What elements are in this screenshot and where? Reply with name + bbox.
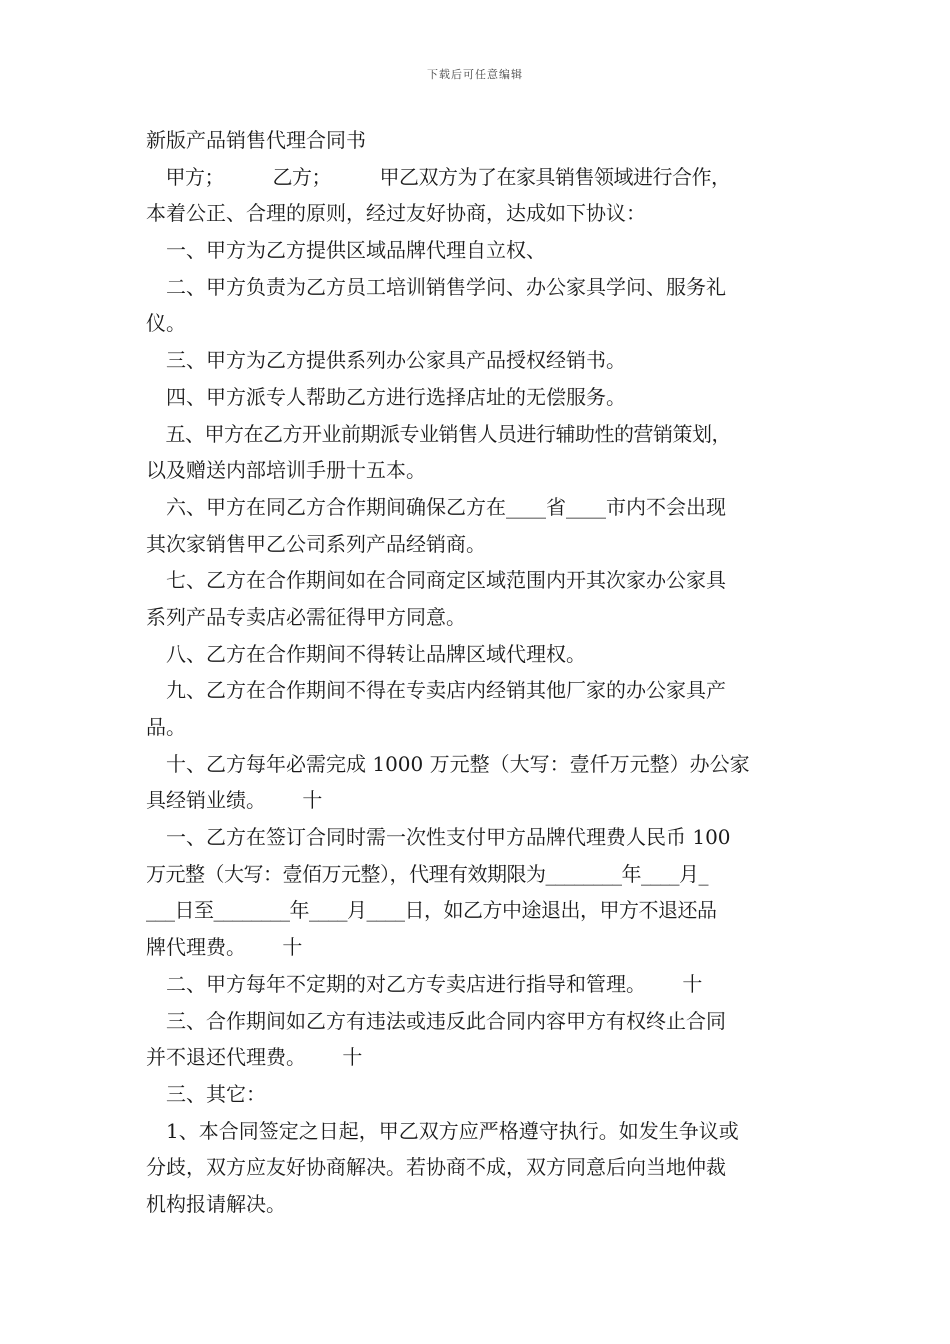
other-clause-1: 1、本合同签定之日起，甲乙双方应严格遵守执行。如发生争议或 — [146, 1118, 739, 1143]
text-line: 并不退还代理费。 十 — [146, 1045, 363, 1070]
clause-5: 五、甲方在乙方开业前期派专业销售人员进行辅助性的营销策划， — [146, 421, 731, 446]
section-other: 三、其它： — [146, 1081, 266, 1106]
text-line: 其次家销售甲乙公司系列产品经销商。 — [146, 531, 486, 556]
text-line: 万元整（大写：壹佰万元整），代理有效期限为________年____月_ — [146, 861, 708, 886]
text-line: 机构报请解决。 — [146, 1191, 286, 1216]
clause-13: 三、合作期间如乙方有违法或违反此合同内容甲方有权终止合同 — [146, 1008, 726, 1033]
clause-4: 四、甲方派专人帮助乙方进行选择店址的无偿服务。 — [146, 384, 626, 409]
clause-1: 一、甲方为乙方提供区域品牌代理自立权、 — [146, 238, 546, 263]
clause-12: 二、甲方每年不定期的对乙方专卖店进行指导和管理。 十 — [146, 971, 703, 996]
text-line: 仪。 — [146, 311, 186, 336]
text-line: 分歧，双方应友好协商解决。若协商不成，双方同意后向当地仲裁 — [146, 1155, 726, 1180]
text-line: 系列产品专卖店必需征得甲方同意。 — [146, 604, 466, 629]
clause-11: 一、乙方在签订合同时需一次性支付甲方品牌代理费人民币 100 — [146, 825, 731, 850]
clause-8: 八、乙方在合作期间不得转让品牌区域代理权。 — [146, 641, 586, 666]
text-line: 品。 — [146, 715, 186, 739]
clause-9: 九、乙方在合作期间不得在专卖店内经销其他厂家的办公家具产 — [146, 678, 726, 703]
text-line: 具经销业绩。 十 — [146, 788, 323, 813]
contract-body — [146, 122, 816, 1223]
document-title: 新版产品销售代理合同书 — [146, 128, 366, 152]
text-line: 以及赠送内部培训手册十五本。 — [146, 458, 426, 483]
clause-7: 七、乙方在合作期间如在合同商定区域范围内开其次家办公家具 — [146, 568, 726, 593]
text-line: 牌代理费。 十 — [146, 935, 303, 960]
clause-2: 二、甲方负责为乙方员工培训销售学问、办公家具学问、服务礼 — [146, 274, 726, 299]
clause-10: 十、乙方每年必需完成 1000 万元整（大写：壹仟万元整）办公家 — [146, 751, 750, 776]
text-line: ___日至________年____月____日，如乙方中途退出，甲方不退还品 — [146, 898, 717, 923]
text-line: 本着公正、合理的原则，经过友好协商，达成如下协议： — [146, 201, 646, 226]
clause-6: 六、甲方在同乙方合作期间确保乙方在____省____市内不会出现 — [146, 494, 726, 519]
clause-3: 三、甲方为乙方提供系列办公家具产品授权经销书。 — [146, 348, 626, 373]
page-header: 下载后可任意编辑 — [427, 68, 523, 81]
text-line: 甲方； 乙方； 甲乙双方为了在家具销售领域进行合作， — [146, 164, 731, 189]
